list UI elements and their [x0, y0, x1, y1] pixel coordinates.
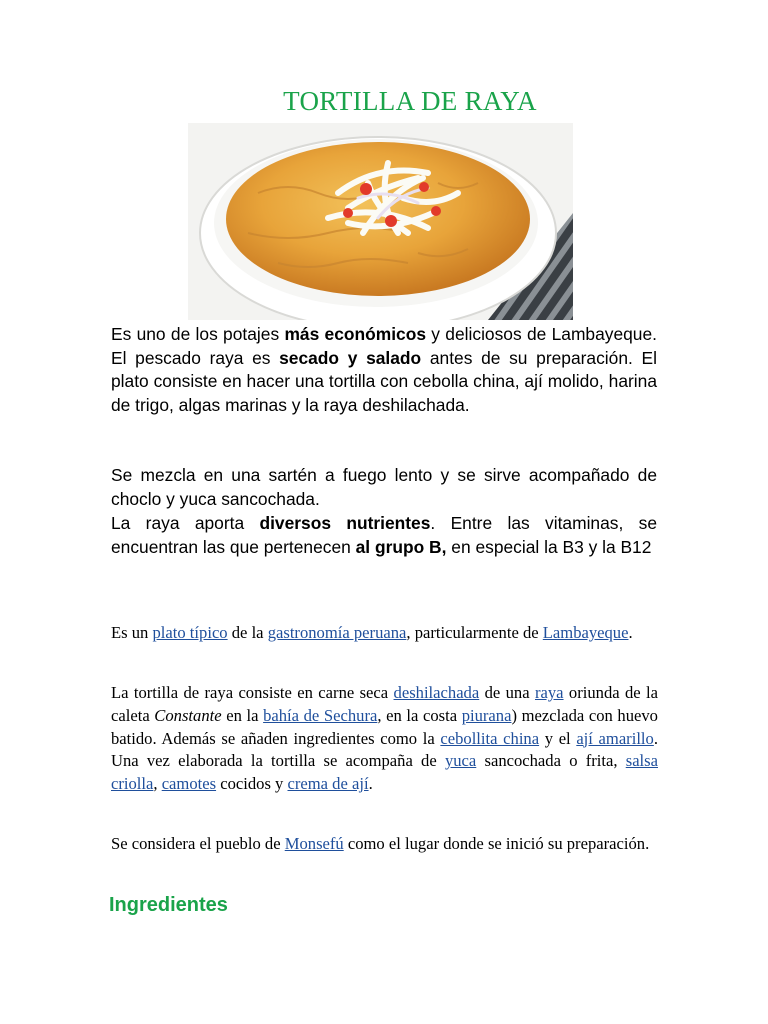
link-bahia-de-sechura[interactable]: bahía de Sechura: [263, 705, 378, 725]
paragraph-description: Es uno de los potajes más económicos y deliciosos de Lambayeque. El pescado raya es secado y salado antes de su preparación. El plato consiste en hacer una tortilla con cebolla china, ají molido, harina de trigo, algas marinas y la raya deshilachada.: [111, 324, 657, 415]
page-title: TORTILLA DE RAYA: [283, 86, 537, 116]
link-camotes[interactable]: camotes: [161, 774, 217, 794]
link-deshilachada[interactable]: deshilachada: [393, 683, 480, 702]
link-cebollita-china[interactable]: cebollita china: [440, 728, 540, 748]
link-crema-de-aji[interactable]: crema de ají: [287, 774, 369, 794]
link-aji-amarillo[interactable]: ají amarillo: [576, 728, 654, 748]
link-lambayeque[interactable]: Lambayeque: [542, 623, 629, 642]
link-raya[interactable]: raya: [534, 683, 564, 702]
link-plato-tipico[interactable]: plato típico: [152, 623, 228, 642]
paragraph-nutrients: La raya aporta diversos nutrientes. Entre las vitaminas, se encuentran las que pertenecen al grupo B, en especial la B3 y la B12: [111, 513, 657, 557]
paragraph-origin: Se considera el pueblo de Monsefú como el lugar donde se inició su preparación.: [111, 834, 650, 853]
paragraph-preparation: Se mezcla en una sartén a fuego lento y se sirve acompañado de choclo y yuca sancochada.: [111, 465, 657, 509]
paragraph-typical-dish: Es un plato típico de la gastronomía peruana, particularmente de Lambayeque.: [111, 623, 633, 642]
ingredients-heading: Ingredientes: [109, 894, 228, 916]
tortilla-photo: [188, 123, 573, 320]
link-yuca[interactable]: yuca: [444, 751, 477, 771]
link-gastronomia-peruana[interactable]: gastronomía peruana: [267, 623, 407, 642]
link-piurana[interactable]: piurana: [461, 705, 512, 725]
paragraph-recipe: La tortilla de raya consiste en carne seca deshilachada de una raya oriunda de la caleta Constante en la bahía de Sechura, en la costa piurana) mezclada con huevo batido. Además se añaden ingredientes como la cebollita china y el ají amarillo. Una vez elaborada la tortilla se acompaña de yuca sancochada o frita, salsa criolla, camotes cocidos y crema de ají.: [111, 683, 658, 794]
tortilla-image: [188, 123, 573, 320]
link-salsa-criolla[interactable]: salsa criolla: [111, 751, 658, 794]
link-monsefu[interactable]: Monsefú: [284, 834, 344, 853]
